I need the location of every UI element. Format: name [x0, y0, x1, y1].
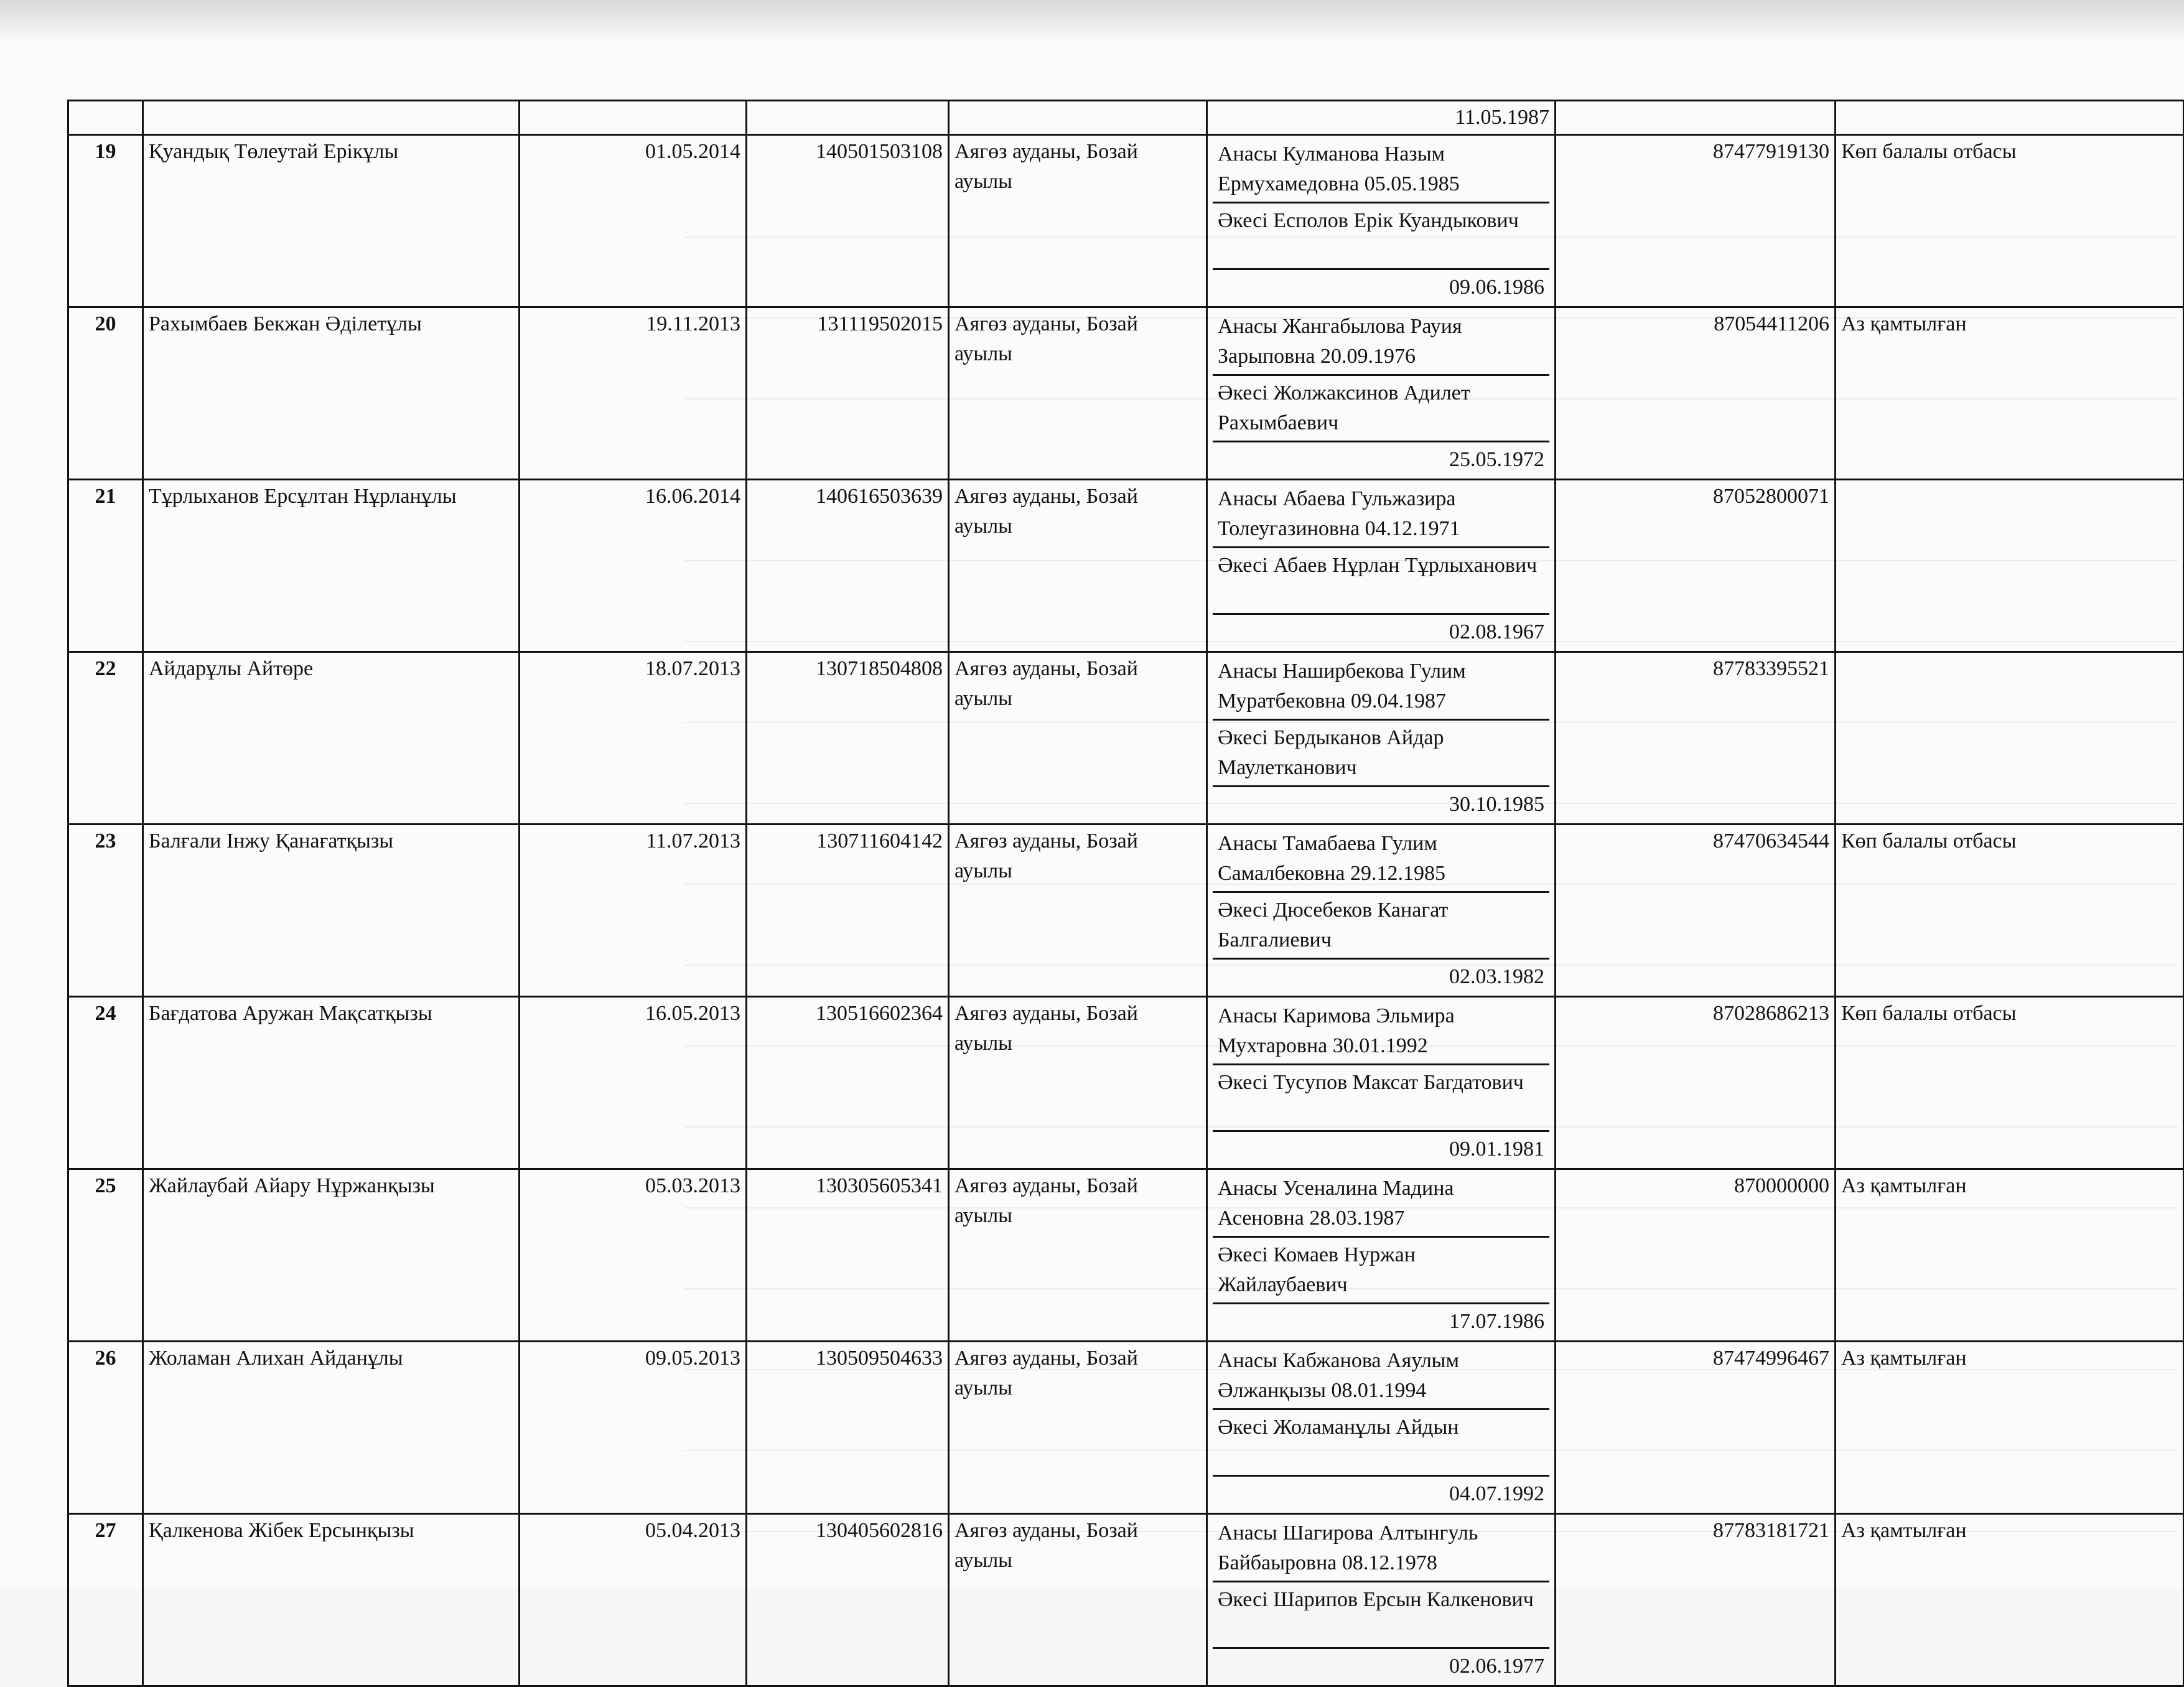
parents-cell: [1207, 307, 1556, 480]
row-number: 27: [68, 1514, 143, 1686]
father-birth-date: 17.07.1986: [1449, 1310, 1544, 1333]
row-number: 19: [68, 135, 143, 307]
family-status: Көп балалы отбасы: [1836, 825, 2184, 997]
table-row: [68, 1342, 2184, 1514]
birth-date: 16.06.2014: [520, 480, 747, 652]
parents-cell: [1207, 997, 1556, 1169]
parents-cell: [1207, 480, 1556, 652]
father-info: Әкесі Дюсебеков Канагат Балгалиевич: [1213, 893, 1549, 960]
father-info: Әкесі Абаев Нұрлан Тұрлыханович: [1213, 548, 1549, 615]
mother-info: Анасы Жангабылова Рауия Зарыповна 20.09.1976: [1213, 309, 1549, 376]
address: Аягөз ауданы, Бозай ауылы: [949, 1514, 1207, 1686]
birth-date: 05.03.2013: [520, 1169, 747, 1342]
phone-number: 87783181721: [1556, 1514, 1836, 1686]
mother-info: Анасы Тамабаева Гулим Самалбековна 29.12.1985: [1213, 826, 1549, 893]
iin: 140616503639: [747, 480, 949, 652]
table-row: [68, 825, 2184, 997]
table-row: [68, 652, 2184, 825]
father-birth-date: 09.06.1986: [1449, 276, 1544, 299]
family-status: Көп балалы отбасы: [1836, 135, 2184, 307]
mother-info: Анасы Шагирова Алтынгуль Байбаыровна 08.12.1978: [1213, 1516, 1549, 1582]
mother-info: Анасы Каримова Эльмира Мухтаровна 30.01.1992: [1213, 999, 1549, 1065]
phone-number: 87052800071: [1556, 480, 1836, 652]
child-name: Тұрлыханов Ерсұлтан Нұрланұлы: [143, 480, 520, 652]
child-name: Балғали Інжу Қанағатқызы: [143, 825, 520, 997]
phone-number: 87470634544: [1556, 825, 1836, 997]
child-name: Қалкенова Жібек Ерсынқызы: [143, 1514, 520, 1686]
phone-number: 870000000: [1556, 1169, 1836, 1342]
mother-info: Анасы Кулманова Назым Ермухамедовна 05.05.1985: [1213, 137, 1549, 203]
phone-number: 87028686213: [1556, 997, 1836, 1169]
father-birth-date: 09.01.1981: [1449, 1138, 1544, 1161]
address: Аягөз ауданы, Бозай ауылы: [949, 997, 1207, 1169]
iin: 130516602364: [747, 997, 949, 1169]
birth-date: 09.05.2013: [520, 1342, 747, 1514]
child-name: Рахымбаев Бекжан Әділетұлы: [143, 307, 520, 480]
family-status: Аз қамтылған: [1836, 1169, 2184, 1342]
family-status: Аз қамтылған: [1836, 1342, 2184, 1514]
mother-info: Анасы Усеналина Мадина Асеновна 28.03.1987: [1213, 1171, 1549, 1238]
father-info: Әкесі Жоламанұлы Айдын: [1213, 1410, 1549, 1477]
family-status: Көп балалы отбасы: [1836, 997, 2184, 1169]
father-info: Әкесі Комаев Нуржан Жайлаубаевич: [1213, 1238, 1549, 1304]
father-birth-date: 04.07.1992: [1449, 1482, 1544, 1505]
row-number: 20: [68, 307, 143, 480]
family-status: Аз қамтылған: [1836, 1514, 2184, 1686]
phone-number: 87783395521: [1556, 652, 1836, 825]
row-number: 25: [68, 1169, 143, 1342]
child-name: Жайлаубай Айару Нұржанқызы: [143, 1169, 520, 1342]
address: Аягөз ауданы, Бозай ауылы: [949, 480, 1207, 652]
table-row: [68, 135, 2184, 307]
birth-date: 16.05.2013: [520, 997, 747, 1169]
birth-date: 18.07.2013: [520, 652, 747, 825]
iin: 131119502015: [747, 307, 949, 480]
parents-cell: [1207, 1514, 1556, 1686]
child-name: Бағдатова Аружан Мақсатқызы: [143, 997, 520, 1169]
parents-cell: [1207, 1169, 1556, 1342]
father-birth-date: 30.10.1985: [1449, 793, 1544, 816]
father-birth-date: 02.06.1977: [1449, 1655, 1544, 1678]
family-status: [1836, 480, 2184, 652]
father-info: Әкесі Жолжаксинов Адилет Рахымбаевич: [1213, 376, 1549, 442]
parents-cell: [1207, 825, 1556, 997]
phone-number: 87477919130: [1556, 135, 1836, 307]
table-row: [68, 307, 2184, 480]
phone-number: 87474996467: [1556, 1342, 1836, 1514]
row-number: 26: [68, 1342, 143, 1514]
iin: 130405602816: [747, 1514, 949, 1686]
child-name: Қуандық Төлеутай Ерікұлы: [143, 135, 520, 307]
birth-date: 01.05.2014: [520, 135, 747, 307]
mother-info: Анасы Кабжанова Аяулым Әлжанқызы 08.01.1994: [1213, 1344, 1549, 1410]
iin: 130711604142: [747, 825, 949, 997]
father-info: Әкесі Шарипов Ерсын Калкенович: [1213, 1582, 1549, 1649]
iin: 130718504808: [747, 652, 949, 825]
family-status: Аз қамтылған: [1836, 307, 2184, 480]
address: Аягөз ауданы, Бозай ауылы: [949, 825, 1207, 997]
row-number: 22: [68, 652, 143, 825]
address: Аягөз ауданы, Бозай ауылы: [949, 652, 1207, 825]
iin: 130509504633: [747, 1342, 949, 1514]
family-status: [1836, 652, 2184, 825]
father-birth-date: 25.05.1972: [1449, 448, 1544, 471]
table-row: [68, 1169, 2184, 1342]
children-registry-table: [67, 100, 2184, 1687]
father-info: Әкесі Бердыканов Айдар Маулетканович: [1213, 721, 1549, 787]
father-info: Әкесі Тусупов Максат Багдатович: [1213, 1065, 1549, 1132]
parents-cell: [1207, 135, 1556, 307]
parents-cell: [1207, 1342, 1556, 1514]
address: Аягөз ауданы, Бозай ауылы: [949, 1342, 1207, 1514]
address: Аягөз ауданы, Бозай ауылы: [949, 307, 1207, 480]
mother-info: Анасы Абаева Гульжазира Толеугазиновна 04.12.1971: [1213, 482, 1549, 548]
father-birth-date: 02.08.1967: [1449, 620, 1544, 643]
phone-number: 87054411206: [1556, 307, 1836, 480]
birth-date: 05.04.2013: [520, 1514, 747, 1686]
row-number: 24: [68, 997, 143, 1169]
scan-edge-shadow: [0, 0, 2184, 44]
table-row: [68, 1514, 2184, 1686]
father-info: Әкесі Есполов Ерік Куандыкович: [1213, 203, 1549, 270]
iin: 140501503108: [747, 135, 949, 307]
child-name: Жоламан Алихан Айданұлы: [143, 1342, 520, 1514]
table-row: [68, 997, 2184, 1169]
continuation-date: 11.05.1987: [1207, 101, 1556, 135]
father-birth-date: 02.03.1982: [1449, 965, 1544, 988]
iin: 130305605341: [747, 1169, 949, 1342]
birth-date: 19.11.2013: [520, 307, 747, 480]
address: Аягөз ауданы, Бозай ауылы: [949, 1169, 1207, 1342]
address: Аягөз ауданы, Бозай ауылы: [949, 135, 1207, 307]
mother-info: Анасы Наширбекова Гулим Муратбековна 09.04.1987: [1213, 654, 1549, 721]
table-row-continuation: [68, 101, 2184, 135]
table-row: [68, 480, 2184, 652]
row-number: 21: [68, 480, 143, 652]
birth-date: 11.07.2013: [520, 825, 747, 997]
row-number: 23: [68, 825, 143, 997]
parents-cell: [1207, 652, 1556, 825]
child-name: Айдарұлы Айтөре: [143, 652, 520, 825]
